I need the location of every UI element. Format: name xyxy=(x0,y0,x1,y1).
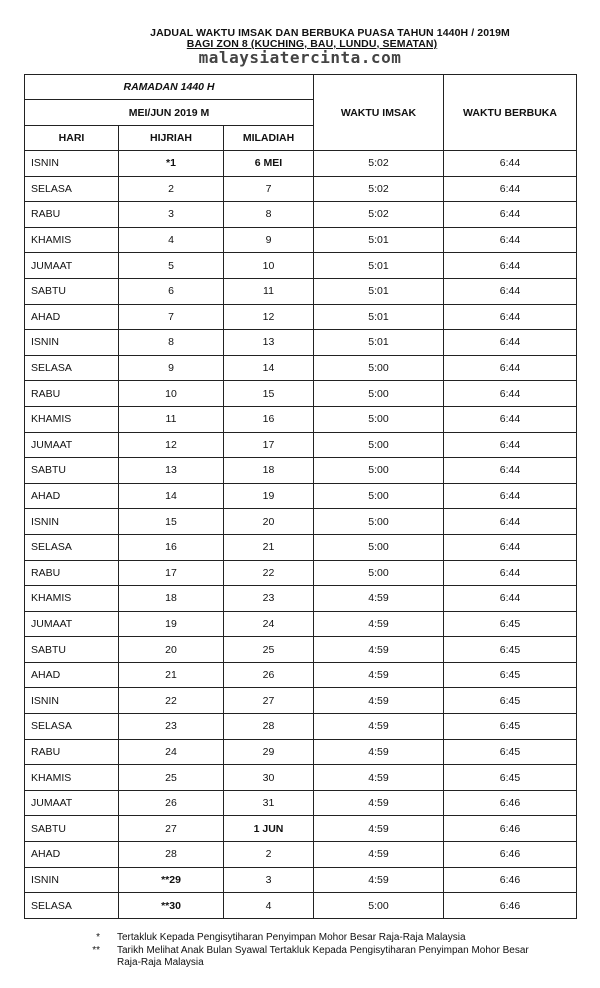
miladiah-cell: 24 xyxy=(224,611,314,637)
day-cell: ISNIN xyxy=(25,688,119,714)
table-row xyxy=(25,688,577,714)
imsak-cell: 5:00 xyxy=(314,483,444,509)
miladiah-cell: 21 xyxy=(224,534,314,560)
hijriah-cell: 5 xyxy=(119,253,224,279)
table-row xyxy=(25,330,577,356)
hijriah-cell: 2 xyxy=(119,176,224,202)
berbuka-cell: 6:46 xyxy=(444,790,577,816)
hijriah-cell: 12 xyxy=(119,432,224,458)
imsak-cell: 5:01 xyxy=(314,253,444,279)
berbuka-cell: 6:44 xyxy=(444,560,577,586)
berbuka-cell: 6:45 xyxy=(444,739,577,765)
miladiah-cell: 7 xyxy=(224,176,314,202)
table-row xyxy=(25,739,577,765)
berbuka-cell: 6:45 xyxy=(444,688,577,714)
imsak-cell: 5:00 xyxy=(314,458,444,484)
footnote-2-text-cont: Raja-Raja Malaysia xyxy=(117,957,204,968)
day-cell: SABTU xyxy=(25,637,119,663)
imsak-cell: 5:00 xyxy=(314,560,444,586)
imsak-cell: 5:01 xyxy=(314,278,444,304)
table-row xyxy=(25,202,577,228)
day-cell: AHAD xyxy=(25,304,119,330)
berbuka-cell: 6:44 xyxy=(444,304,577,330)
table-row xyxy=(25,637,577,663)
miladiah-cell: 1 JUN xyxy=(224,816,314,842)
day-cell: KHAMIS xyxy=(25,227,119,253)
imsak-cell: 5:02 xyxy=(314,202,444,228)
month-header: MEI/JUN 2019 M xyxy=(25,100,314,126)
hijriah-cell: 15 xyxy=(119,509,224,535)
berbuka-cell: 6:44 xyxy=(444,355,577,381)
table-row xyxy=(25,509,577,535)
hijriah-cell: 11 xyxy=(119,406,224,432)
miladiah-cell: 4 xyxy=(224,893,314,919)
miladiah-cell: 23 xyxy=(224,586,314,612)
site-watermark: malaysiatercinta.com xyxy=(198,48,402,67)
day-cell: AHAD xyxy=(25,662,119,688)
hijriah-cell: 23 xyxy=(119,714,224,740)
miladiah-cell: 28 xyxy=(224,714,314,740)
berbuka-cell: 6:46 xyxy=(444,842,577,868)
day-cell: SELASA xyxy=(25,176,119,202)
table-row xyxy=(25,458,577,484)
imsak-cell: 4:59 xyxy=(314,662,444,688)
miladiah-cell: 14 xyxy=(224,355,314,381)
berbuka-cell: 6:44 xyxy=(444,586,577,612)
imsak-cell: 5:01 xyxy=(314,330,444,356)
day-cell: ISNIN xyxy=(25,330,119,356)
hijriah-cell: **29 xyxy=(119,867,224,893)
miladiah-cell: 25 xyxy=(224,637,314,663)
imsak-cell: 4:59 xyxy=(314,688,444,714)
berbuka-cell: 6:45 xyxy=(444,637,577,663)
day-cell: ISNIN xyxy=(25,509,119,535)
berbuka-cell: 6:44 xyxy=(444,227,577,253)
footnote-2-mark: ** xyxy=(92,945,100,956)
hijriah-cell: **30 xyxy=(119,893,224,919)
table-row xyxy=(25,790,577,816)
zone-subtitle: BAGI ZON 8 (KUCHING, BAU, LUNDU, SEMATAN) xyxy=(186,38,438,50)
miladiah-cell: 13 xyxy=(224,330,314,356)
berbuka-cell: 6:44 xyxy=(444,330,577,356)
miladiah-cell: 6 MEI xyxy=(224,151,314,177)
hari-header: HARI xyxy=(25,126,119,151)
table-row xyxy=(25,253,577,279)
miladiah-cell: 27 xyxy=(224,688,314,714)
berbuka-cell: 6:44 xyxy=(444,406,577,432)
day-cell: SELASA xyxy=(25,355,119,381)
table-row xyxy=(25,483,577,509)
berbuka-cell: 6:44 xyxy=(444,509,577,535)
imsak-cell: 5:00 xyxy=(314,432,444,458)
imsak-cell: 4:59 xyxy=(314,816,444,842)
miladiah-cell: 3 xyxy=(224,867,314,893)
footnote-1-mark: * xyxy=(96,932,100,943)
berbuka-cell: 6:44 xyxy=(444,534,577,560)
day-cell: KHAMIS xyxy=(25,406,119,432)
berbuka-cell: 6:46 xyxy=(444,893,577,919)
table-row xyxy=(25,816,577,842)
hijriah-header: HIJRIAH xyxy=(119,126,224,151)
imsak-cell: 4:59 xyxy=(314,765,444,791)
miladiah-cell: 9 xyxy=(224,227,314,253)
imsak-cell: 5:00 xyxy=(314,534,444,560)
miladiah-cell: 10 xyxy=(224,253,314,279)
imsak-cell: 4:59 xyxy=(314,739,444,765)
day-cell: RABU xyxy=(25,202,119,228)
day-cell: RABU xyxy=(25,739,119,765)
berbuka-cell: 6:44 xyxy=(444,151,577,177)
miladiah-cell: 20 xyxy=(224,509,314,535)
hijriah-cell: 25 xyxy=(119,765,224,791)
table-row xyxy=(25,355,577,381)
miladiah-cell: 2 xyxy=(224,842,314,868)
day-cell: SABTU xyxy=(25,458,119,484)
hijriah-cell: 28 xyxy=(119,842,224,868)
miladiah-cell: 30 xyxy=(224,765,314,791)
table-row xyxy=(25,714,577,740)
miladiah-cell: 16 xyxy=(224,406,314,432)
day-cell: AHAD xyxy=(25,842,119,868)
hijriah-cell: 27 xyxy=(119,816,224,842)
miladiah-cell: 17 xyxy=(224,432,314,458)
hijriah-cell: 7 xyxy=(119,304,224,330)
berbuka-cell: 6:45 xyxy=(444,765,577,791)
berbuka-cell: 6:44 xyxy=(444,253,577,279)
imsak-cell: 4:59 xyxy=(314,867,444,893)
berbuka-cell: 6:44 xyxy=(444,432,577,458)
day-cell: SABTU xyxy=(25,816,119,842)
table-row xyxy=(25,432,577,458)
hijriah-cell: 24 xyxy=(119,739,224,765)
berbuka-header: WAKTU BERBUKA xyxy=(444,75,577,151)
imsak-cell: 5:00 xyxy=(314,893,444,919)
miladiah-cell: 8 xyxy=(224,202,314,228)
hijriah-cell: 18 xyxy=(119,586,224,612)
day-cell: SELASA xyxy=(25,534,119,560)
hijriah-cell: 14 xyxy=(119,483,224,509)
hijriah-cell: *1 xyxy=(119,151,224,177)
miladiah-cell: 12 xyxy=(224,304,314,330)
miladiah-cell: 11 xyxy=(224,278,314,304)
table-row xyxy=(25,227,577,253)
table-row xyxy=(25,278,577,304)
imsak-cell: 4:59 xyxy=(314,714,444,740)
miladiah-header: MILADIAH xyxy=(224,126,314,151)
berbuka-cell: 6:44 xyxy=(444,202,577,228)
hijriah-cell: 4 xyxy=(119,227,224,253)
table-row xyxy=(25,893,577,919)
hijriah-cell: 20 xyxy=(119,637,224,663)
hijriah-cell: 26 xyxy=(119,790,224,816)
miladiah-cell: 18 xyxy=(224,458,314,484)
hijriah-cell: 9 xyxy=(119,355,224,381)
berbuka-cell: 6:44 xyxy=(444,381,577,407)
hijriah-cell: 22 xyxy=(119,688,224,714)
berbuka-cell: 6:44 xyxy=(444,278,577,304)
day-cell: RABU xyxy=(25,381,119,407)
day-cell: KHAMIS xyxy=(25,586,119,612)
table-row xyxy=(25,534,577,560)
berbuka-cell: 6:44 xyxy=(444,176,577,202)
imsak-cell: 4:59 xyxy=(314,611,444,637)
hijriah-cell: 8 xyxy=(119,330,224,356)
table-row xyxy=(25,176,577,202)
table-row xyxy=(25,560,577,586)
hijriah-cell: 13 xyxy=(119,458,224,484)
imsak-cell: 4:59 xyxy=(314,790,444,816)
miladiah-cell: 31 xyxy=(224,790,314,816)
schedule-table xyxy=(24,74,577,919)
footnote-1-text: Tertakluk Kepada Pengisytiharan Penyimpan Mohor Besar Raja-Raja Malaysia xyxy=(117,932,466,943)
hijriah-cell: 10 xyxy=(119,381,224,407)
berbuka-cell: 6:44 xyxy=(444,458,577,484)
day-cell: JUMAAT xyxy=(25,790,119,816)
imsak-cell: 5:01 xyxy=(314,227,444,253)
hijriah-cell: 21 xyxy=(119,662,224,688)
day-cell: KHAMIS xyxy=(25,765,119,791)
table-row xyxy=(25,304,577,330)
table-row xyxy=(25,867,577,893)
hijriah-cell: 6 xyxy=(119,278,224,304)
berbuka-cell: 6:46 xyxy=(444,867,577,893)
berbuka-cell: 6:45 xyxy=(444,714,577,740)
day-cell: RABU xyxy=(25,560,119,586)
imsak-cell: 5:02 xyxy=(314,151,444,177)
imsak-cell: 5:01 xyxy=(314,304,444,330)
table-row xyxy=(25,662,577,688)
day-cell: JUMAAT xyxy=(25,611,119,637)
ramadan-header: RAMADAN 1440 H xyxy=(25,75,314,100)
day-cell: JUMAAT xyxy=(25,432,119,458)
table-row xyxy=(25,406,577,432)
day-cell: SABTU xyxy=(25,278,119,304)
hijriah-cell: 16 xyxy=(119,534,224,560)
imsak-cell: 4:59 xyxy=(314,842,444,868)
table-row xyxy=(25,765,577,791)
imsak-cell: 4:59 xyxy=(314,586,444,612)
hijriah-cell: 3 xyxy=(119,202,224,228)
document-title: JADUAL WAKTU IMSAK DAN BERBUKA PUASA TAHUN 1440H / 2019M xyxy=(150,27,510,39)
day-cell: ISNIN xyxy=(25,867,119,893)
imsak-cell: 5:00 xyxy=(314,355,444,381)
imsak-header: WAKTU IMSAK xyxy=(314,75,444,151)
table-row xyxy=(25,611,577,637)
table-row xyxy=(25,586,577,612)
imsak-cell: 5:00 xyxy=(314,509,444,535)
day-cell: SELASA xyxy=(25,893,119,919)
day-cell: SELASA xyxy=(25,714,119,740)
miladiah-cell: 19 xyxy=(224,483,314,509)
table-row xyxy=(25,151,577,177)
day-cell: JUMAAT xyxy=(25,253,119,279)
imsak-cell: 5:02 xyxy=(314,176,444,202)
berbuka-cell: 6:45 xyxy=(444,611,577,637)
day-cell: AHAD xyxy=(25,483,119,509)
footnote-2-text: Tarikh Melihat Anak Bulan Syawal Tertakluk Kepada Pengisytiharan Penyimpan Mohor Besar xyxy=(117,945,529,956)
table-row xyxy=(25,842,577,868)
imsak-cell: 4:59 xyxy=(314,637,444,663)
miladiah-cell: 22 xyxy=(224,560,314,586)
imsak-cell: 5:00 xyxy=(314,406,444,432)
berbuka-cell: 6:46 xyxy=(444,816,577,842)
miladiah-cell: 26 xyxy=(224,662,314,688)
miladiah-cell: 29 xyxy=(224,739,314,765)
table-row xyxy=(25,381,577,407)
day-cell: ISNIN xyxy=(25,151,119,177)
berbuka-cell: 6:45 xyxy=(444,662,577,688)
imsak-cell: 5:00 xyxy=(314,381,444,407)
miladiah-cell: 15 xyxy=(224,381,314,407)
hijriah-cell: 17 xyxy=(119,560,224,586)
berbuka-cell: 6:44 xyxy=(444,483,577,509)
hijriah-cell: 19 xyxy=(119,611,224,637)
